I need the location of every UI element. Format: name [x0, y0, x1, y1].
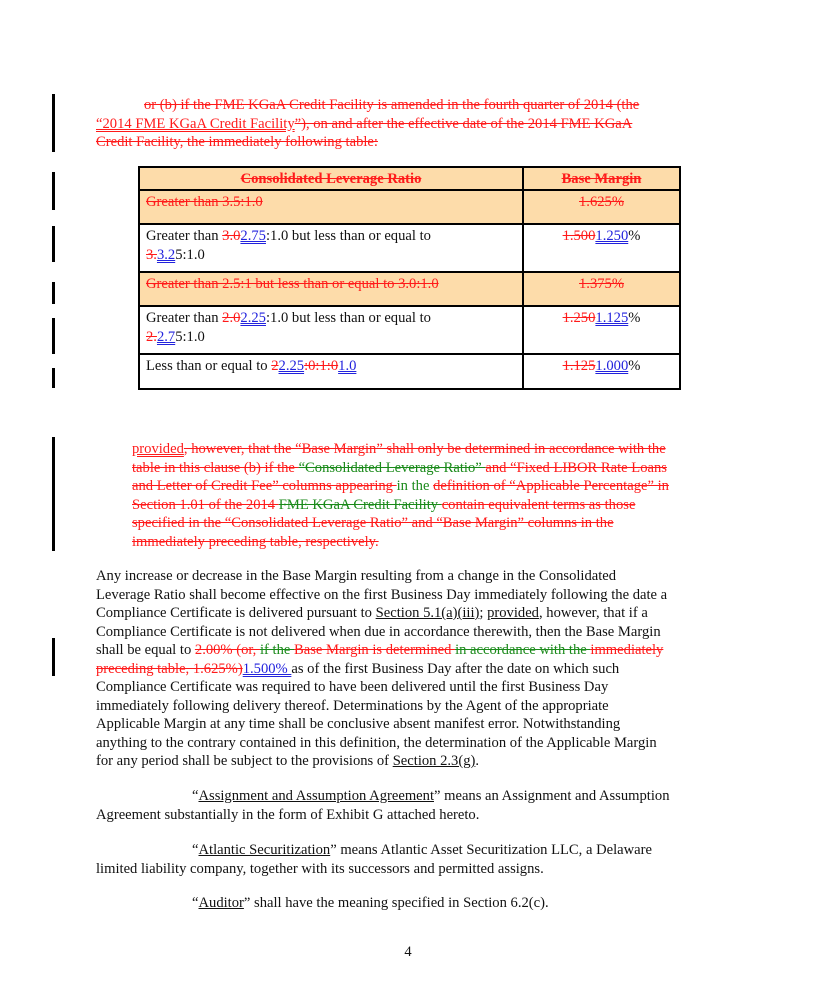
defined-term: Assignment and Assumption Agreement [198, 788, 434, 804]
proviso-paragraph [132, 440, 732, 551]
defined-term: Atlantic Securitization [198, 842, 331, 858]
margin-text: % [628, 310, 641, 326]
definition-auditor [96, 894, 736, 913]
body-text: , however, that if a [538, 605, 648, 621]
table-header-row [139, 167, 680, 190]
ratio-text: Greater than [146, 310, 223, 326]
body-text: Leverage Ratio shall become effective on the first Business Day immediately following the date a [96, 586, 668, 603]
page-number: 4 [404, 944, 412, 960]
deleted-text: 2.0 [222, 310, 241, 326]
deleted-text: Base Margin is determined [294, 642, 456, 658]
change-bar [52, 172, 55, 210]
change-bar [52, 94, 55, 152]
intro-line: ”), on and after the effective date of the 2014 FME KGaA [294, 115, 633, 132]
change-bar [52, 318, 55, 354]
deleted-text: contain equivalent terms as those [441, 496, 636, 513]
ratio-cell [139, 354, 523, 389]
body-text: limited liability company, together with its successors and permitted assigns. [96, 860, 544, 877]
table-row [139, 354, 680, 389]
ratio-cell: Greater than 3.5:1.0 [146, 194, 263, 210]
section-reference: Section 5.1(a)(iii) [375, 605, 480, 621]
body-text: shall be equal to [96, 642, 195, 658]
body-text: Agreement substantially in the form of Exhibit G attached hereto. [96, 806, 480, 823]
margin-text: % [628, 358, 641, 374]
deleted-text: immediately [590, 642, 664, 658]
table-row [139, 306, 680, 354]
ratio-text: 5:1.0 [175, 247, 205, 263]
body-text: ” means an Assignment and Assumption [434, 788, 670, 804]
margin-cell [523, 224, 680, 272]
inserted-text: 1.500% [242, 660, 292, 677]
section-reference: Section 2.3(g) [392, 753, 476, 769]
moved-text: if the [259, 642, 295, 658]
ratio-cell: Greater than 2.5:1 but less than or equal to 3.0:1.0 [146, 276, 439, 292]
change-bar [52, 368, 55, 388]
deleted-text: table in this clause (b) if the [132, 459, 299, 476]
margin-cell [523, 354, 680, 389]
body-text: Compliance Certificate was required to have been delivered until the first Business Day [96, 679, 609, 695]
ratio-cell [139, 306, 523, 354]
deleted-text: 3. [146, 247, 157, 263]
inserted-text: 3.2 [156, 247, 176, 263]
base-margin-table [138, 166, 681, 390]
intro-line: “2014 FME KGaA Credit Facility [96, 115, 295, 132]
deleted-text: Section 1.01 of the 2014 [132, 496, 279, 513]
body-text: ; [479, 605, 488, 621]
header-base-margin: Base Margin [561, 171, 642, 187]
body-text: as of the first Business Day after the date on which such [291, 660, 620, 677]
defined-term: Auditor [198, 895, 244, 911]
deleted-text: :0:1:0 [304, 358, 339, 374]
definition-assignment [96, 787, 736, 824]
inserted-text: 1.250 [595, 228, 629, 244]
body-text: for any period shall be subject to the provisions of [96, 753, 393, 769]
inserted-text: 1.0 [338, 358, 357, 374]
change-bar [52, 282, 55, 304]
deleted-text: 1.500 [562, 228, 596, 244]
inserted-text: 2.75 [240, 228, 266, 244]
moved-text: in accordance with the [455, 642, 591, 658]
margin-cell [523, 306, 680, 354]
body-text: immediately following delivery thereof. Determinations by the Agent of the appropriate [96, 697, 609, 714]
ratio-text: Greater than [146, 228, 223, 244]
change-bar [52, 437, 55, 551]
deleted-text: 2.00% (or, [194, 642, 260, 658]
deleted-text: immediately preceding table, respectively. [132, 533, 379, 550]
intro-line: Credit Facility, the immediately following table: [96, 134, 378, 150]
deleted-text: and “Fixed LIBOR Rate Loans [485, 459, 667, 476]
base-margin-paragraph [96, 567, 736, 771]
deleted-text: 1.125 [562, 358, 596, 374]
table-row [139, 224, 680, 272]
ratio-text: :1.0 but less than or equal to [265, 228, 431, 244]
inserted-text: 2.25 [278, 358, 305, 374]
quote: “ [192, 788, 199, 804]
deleted-text: 3.0 [222, 228, 241, 244]
definition-atlantic [96, 841, 736, 878]
ratio-text: Less than or equal to [146, 358, 272, 374]
deleted-text: 2 [271, 358, 279, 374]
ratio-cell [139, 224, 523, 272]
inserted-text: 1.000 [595, 358, 629, 374]
inserted-text: 2.25 [240, 310, 266, 326]
body-text: provided [487, 605, 539, 621]
deleted-text: and Letter of Credit Fee” columns appearing [132, 478, 397, 494]
deleted-text: specified in the “Consolidated Leverage Ratio” and “Base Margin” columns in the [132, 515, 614, 531]
moved-text: FME KGaA Credit Facility [278, 496, 442, 513]
header-leverage-ratio: Consolidated Leverage Ratio [240, 171, 422, 187]
inserted-text: 2.7 [156, 329, 176, 345]
body-text: Any increase or decrease in the Base Margin resulting from a change in the Consolidated [96, 568, 617, 584]
deleted-text: 2. [146, 329, 157, 345]
body-text: ” shall have the meaning specified in Section 6.2(c). [243, 895, 549, 911]
quote: “ [192, 895, 199, 911]
deleted-text: provided [132, 441, 184, 457]
body-text: Compliance Certificate is delivered pursuant to [96, 605, 376, 621]
intro-paragraph [96, 96, 736, 152]
change-bar [52, 638, 55, 676]
deleted-text: , however, that the “Base Margin” shall only be determined in accordance with the [183, 441, 666, 457]
table-row [139, 190, 680, 224]
deleted-text: preceding table, 1.625%) [96, 660, 243, 677]
deleted-text: definition of “Applicable Percentage” in [433, 478, 669, 494]
table-row [139, 272, 680, 306]
margin-cell: 1.375% [579, 276, 624, 292]
body-text: Applicable Margin at any time shall be conclusive absent manifest error. Notwithstanding [96, 716, 621, 732]
deleted-text: 1.250 [562, 310, 596, 326]
moved-text: in the [396, 478, 434, 494]
ratio-text: 5:1.0 [175, 329, 205, 345]
ratio-text: :1.0 but less than or equal to [265, 310, 431, 326]
change-bar [52, 226, 55, 262]
quote: “ [192, 842, 199, 858]
body-text: Compliance Certificate is not delivered when due in accordance therewith, then the Base Margin [96, 623, 661, 640]
margin-text: % [628, 228, 641, 244]
body-text: ” means Atlantic Asset Securitization LLC, a Delaware [330, 842, 652, 858]
inserted-text: 1.125 [595, 310, 629, 326]
body-text: . [475, 753, 480, 769]
intro-line: or (b) if the FME KGaA Credit Facility is amended in the fourth quarter of 2014 (the [144, 97, 640, 113]
body-text: anything to the contrary contained in this definition, the determination of the Applicable Margin [96, 734, 657, 751]
margin-cell: 1.625% [579, 194, 624, 210]
moved-text: “Consolidated Leverage Ratio” [298, 459, 486, 476]
